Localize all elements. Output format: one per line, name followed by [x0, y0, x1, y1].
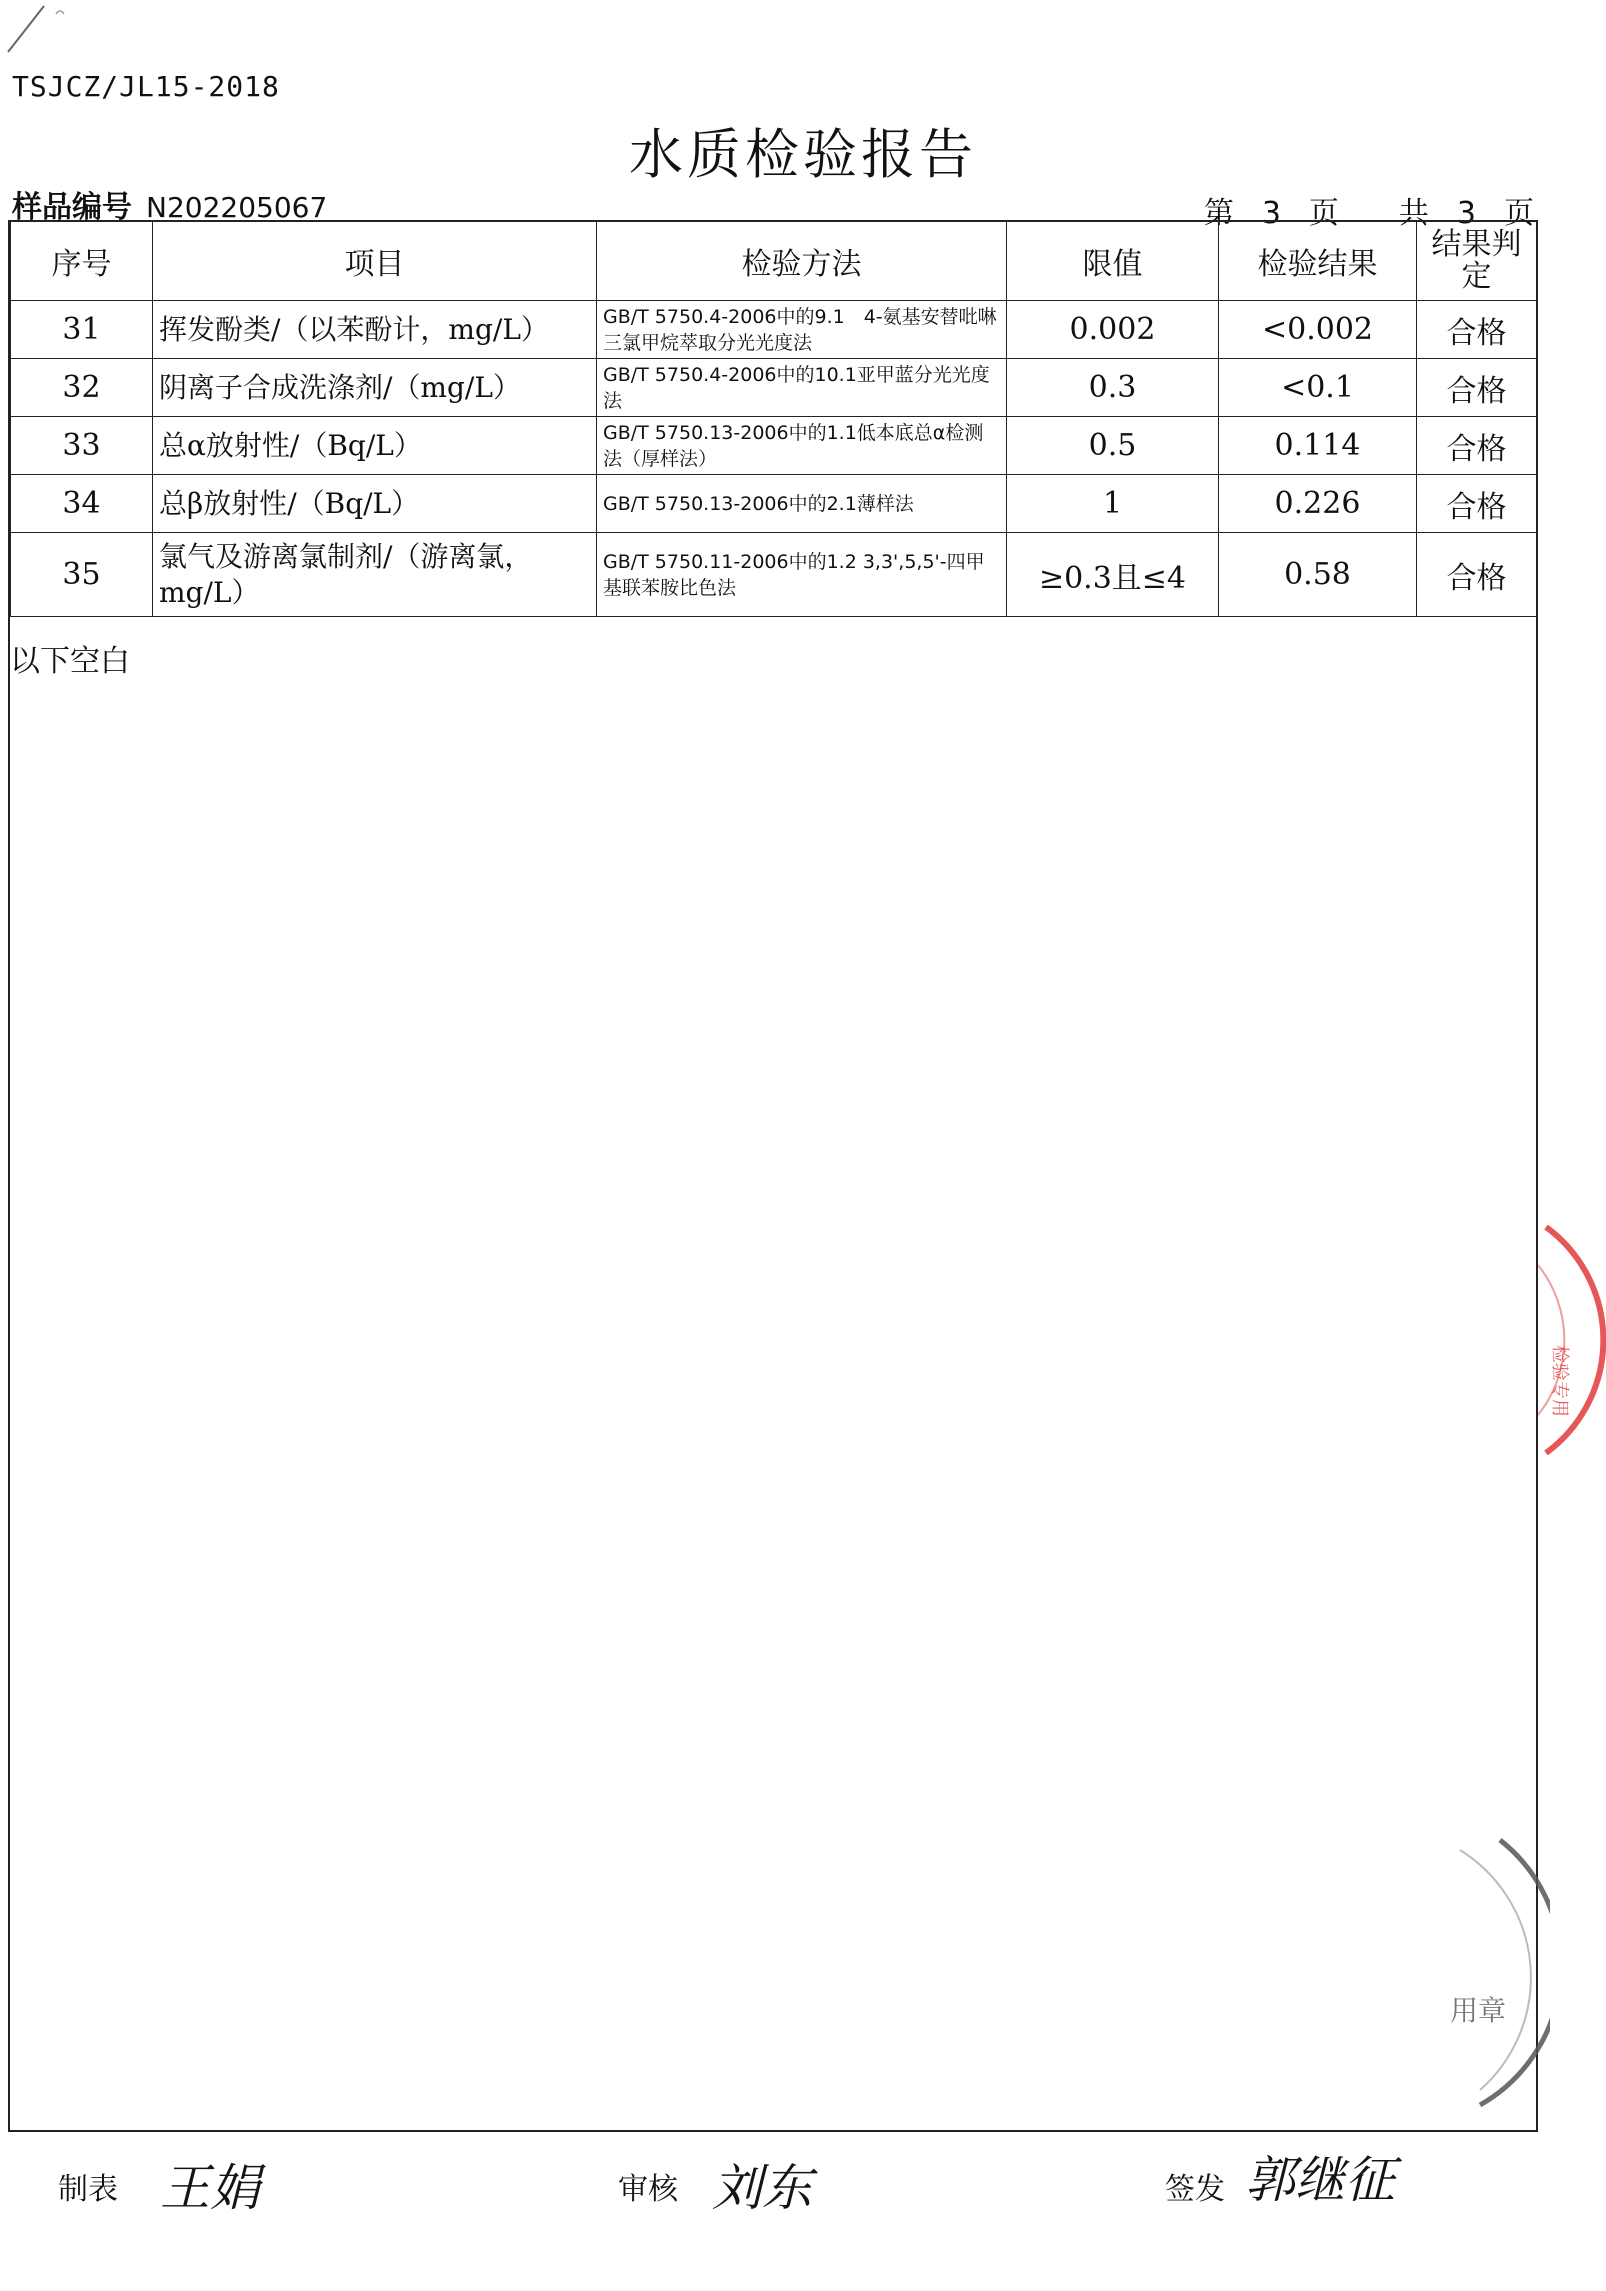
row-no: 32	[11, 359, 153, 417]
header-no: 序号	[11, 221, 153, 301]
sample-number-label: 样品编号	[12, 190, 132, 225]
sample-number-value: N202205067	[146, 191, 328, 224]
row-result: 0.114	[1219, 417, 1417, 475]
row-verdict: 合格	[1417, 533, 1537, 617]
table-row	[11, 301, 1537, 359]
page-title: 水质检验报告	[629, 123, 977, 186]
row-limit: 0.3	[1007, 359, 1219, 417]
prepared-by-signature: 王娟	[160, 2159, 260, 2217]
row-method: GB/T 5750.4-2006中的10.1亚甲蓝分光光度法	[597, 359, 1007, 417]
header-method: 检验方法	[597, 221, 1007, 301]
page-total-prefix: 共	[1398, 196, 1429, 231]
row-limit: 1	[1007, 475, 1219, 533]
issued-by-label: 签发	[1165, 2172, 1225, 2207]
table-header-row	[11, 221, 1537, 301]
row-verdict: 合格	[1417, 301, 1537, 359]
row-result: <0.002	[1219, 301, 1417, 359]
inspection-table	[10, 220, 1537, 617]
issued-by-signature: 郭继征	[1245, 2151, 1395, 2209]
row-item: 挥发酚类/（以苯酚计，mg/L）	[153, 301, 597, 359]
row-no: 33	[11, 417, 153, 475]
red-seal-stamp	[1536, 1225, 1606, 1455]
corner-scribble	[0, 0, 80, 60]
page-current: 3	[1261, 196, 1281, 231]
report-frame	[8, 220, 1538, 2132]
blank-below-note: 以下空白	[10, 644, 130, 679]
row-method: GB/T 5750.13-2006中的1.1低本底总α检测法（厚样法）	[597, 417, 1007, 475]
row-no: 31	[11, 301, 153, 359]
row-no: 35	[11, 533, 153, 617]
reviewed-by-signature: 刘东	[712, 2159, 812, 2217]
reviewed-by-label: 审核	[618, 2172, 678, 2207]
row-limit: 0.002	[1007, 301, 1219, 359]
svg-text:用章: 用章	[1450, 1994, 1507, 2027]
gray-seal-stamp	[1400, 1820, 1550, 2120]
row-result: <0.1	[1219, 359, 1417, 417]
row-result: 0.226	[1219, 475, 1417, 533]
header-result: 检验结果	[1219, 221, 1417, 301]
row-item: 阴离子合成洗涤剂/（mg/L）	[153, 359, 597, 417]
header-verdict: 结果判定	[1417, 221, 1537, 301]
page-label-prefix: 第	[1203, 196, 1234, 231]
row-verdict: 合格	[1417, 417, 1537, 475]
row-result: 0.58	[1219, 533, 1417, 617]
row-method: GB/T 5750.4-2006中的9.1 4-氨基安替吡啉三氯甲烷萃取分光光度法	[597, 301, 1007, 359]
prepared-by-label: 制表	[58, 2172, 118, 2207]
row-limit: ≥0.3且≤4	[1007, 533, 1219, 617]
row-item: 总β放射性/（Bq/L）	[153, 475, 597, 533]
table-row	[11, 359, 1537, 417]
document-code: TSJCZ/JL15-2018	[12, 70, 280, 103]
table-row	[11, 475, 1537, 533]
page-total: 3	[1456, 196, 1476, 231]
table-row	[11, 533, 1537, 617]
row-method: GB/T 5750.13-2006中的2.1薄样法	[597, 475, 1007, 533]
row-method: GB/T 5750.11-2006中的1.2 3,3',5,5'-四甲基联苯胺比色法	[597, 533, 1007, 617]
svg-text:检验专用: 检验专用	[1549, 1345, 1570, 1417]
header-limit: 限值	[1007, 221, 1219, 301]
row-verdict: 合格	[1417, 359, 1537, 417]
page-label-mid: 页	[1308, 196, 1339, 231]
row-item: 氯气及游离氯制剂/（游离氯，mg/L）	[153, 533, 597, 617]
row-no: 34	[11, 475, 153, 533]
table-row	[11, 417, 1537, 475]
row-item: 总α放射性/（Bq/L）	[153, 417, 597, 475]
row-limit: 0.5	[1007, 417, 1219, 475]
header-item: 项目	[153, 221, 597, 301]
row-verdict: 合格	[1417, 475, 1537, 533]
page-label-suffix: 页	[1504, 196, 1534, 231]
